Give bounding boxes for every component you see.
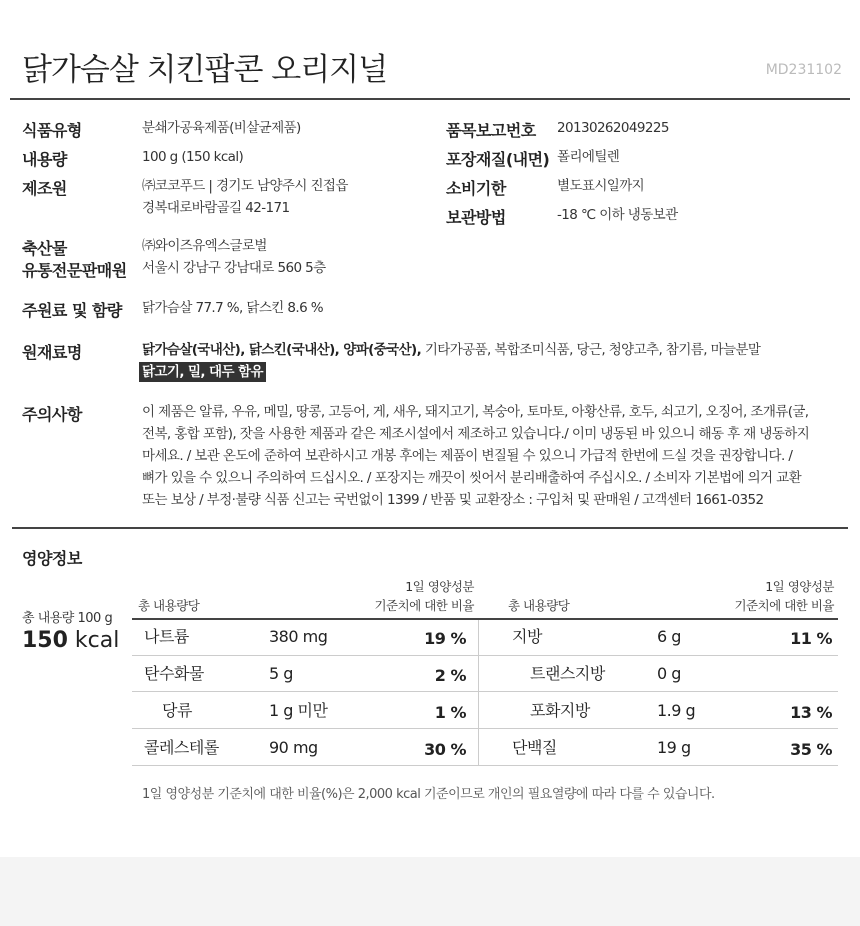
caution-line: 또는 보상 / 부정·불량 식품 신고는 국번없이 1399 / 반품 및 교환장소 : 구입처 및 판매원 / 고객센터 1661-0352 (142, 492, 764, 508)
main-ingredient-label: 주원료 및 함량 (22, 301, 122, 320)
left-pct-header-line2: 기준치에 대한 비율 (374, 598, 474, 613)
expiry-label: 소비기한 (446, 179, 506, 198)
nutrient-carb-name: 탄수화물 (144, 664, 204, 683)
packaging-value: 폴리에틸렌 (557, 149, 620, 165)
table-header-rule (132, 618, 838, 620)
nutrient-satfat-name: 포화지방 (530, 701, 590, 720)
nutrient-carb-amount: 5 g (269, 664, 293, 683)
report-no-value: 20130262049225 (557, 120, 669, 136)
nutrient-sodium-amount: 380 mg (269, 627, 328, 646)
nutrient-sodium-pct: 19 % (424, 629, 466, 648)
total-kcal-unit: kcal (67, 628, 120, 653)
seller-label-line1: 축산물 (22, 239, 67, 258)
total-kcal-number: 150 (22, 628, 68, 653)
nutrient-sodium-name: 나트륨 (144, 627, 189, 646)
nutrient-fat-pct: 11 % (790, 629, 832, 648)
nutrition-table (132, 574, 838, 766)
nutrient-protein-name: 단백질 (512, 738, 557, 757)
nutrition-title: 영양정보 (22, 549, 82, 568)
nutrient-fat-amount: 6 g (657, 627, 681, 646)
caution-label: 주의사항 (22, 405, 82, 424)
right-col-header: 총 내용량당 (508, 598, 570, 613)
section-divider (12, 527, 848, 529)
nutrient-transfat-name: 트랜스지방 (530, 664, 605, 683)
bottom-gray-band (0, 857, 860, 926)
nutrient-sugar-amount: 1 g 미만 (269, 701, 328, 720)
product-header (0, 0, 860, 100)
right-pct-header-line2: 기준치에 대한 비율 (734, 598, 834, 613)
nutrient-sugar-name: 당류 (162, 701, 192, 720)
nutrient-cholesterol-amount: 90 mg (269, 738, 318, 757)
nutrient-fat-name: 지방 (512, 627, 542, 646)
maker-value-line2: 경복대로바람골길 42-171 (142, 200, 290, 216)
nutrition-footnote: 1일 영양성분 기준치에 대한 비율(%)은 2,000 kcal 기준이므로 개인의 필요열량에 따라 다를 수 있습니다. (142, 787, 715, 802)
table-row-rule (132, 655, 838, 656)
product-title: 닭가슴살 치킨팝콘 오리지널 (22, 52, 388, 88)
ingredients-value (142, 339, 760, 361)
food-type-value: 분쇄가공육제품(비살균제품) (142, 120, 301, 136)
product-code: MD231102 (765, 62, 842, 78)
maker-value-line1: ㈜코코푸드 | 경기도 남양주시 진접읍 (142, 178, 348, 194)
content-value: 100 g (150 kcal) (142, 149, 244, 165)
nutrient-protein-amount: 19 g (657, 738, 691, 757)
packaging-label: 포장재질(내면) (446, 150, 550, 169)
nutrient-carb-pct: 2 % (434, 666, 466, 685)
caution-line: 마세요. / 보관 온도에 준하여 보관하시고 개봉 후에는 제품이 변질될 수 있으니 가급적 한번에 드실 것을 권장합니다. / (142, 448, 793, 464)
allergen-badge: 닭고기, 밀, 대두 함유 (139, 362, 266, 382)
top-divider (10, 98, 850, 100)
nutrient-cholesterol-pct: 30 % (424, 740, 466, 759)
left-pct-header-line1: 1일 영양성분 (405, 579, 474, 594)
food-type-label: 식품유형 (22, 121, 82, 140)
ingredients-origin-text: 닭가슴살(국내산), 닭스킨(국내산), 양파(중국산), (142, 342, 422, 358)
content-label: 내용량 (22, 150, 67, 169)
seller-label-line2: 유통전문판매원 (22, 261, 127, 280)
total-content-label: 총 내용량 100 g (22, 611, 113, 626)
ingredients-rest-text: 기타가공품, 복합조미식품, 당근, 청양고추, 참기름, 마늘분말 (421, 342, 761, 358)
caution-line: 이 제품은 알류, 우유, 메밀, 땅콩, 고등어, 게, 새우, 돼지고기, 복숭아, 토마토, 아황산류, 호두, 쇠고기, 오징어, 조개류(굴, (142, 404, 809, 420)
expiry-value: 별도표시일까지 (557, 178, 645, 194)
report-no-label: 품목보고번호 (446, 121, 536, 140)
nutrient-protein-pct: 35 % (790, 740, 832, 759)
right-pct-header-line1: 1일 영양성분 (765, 579, 834, 594)
left-col-header: 총 내용량당 (138, 598, 200, 613)
table-bottom-rule (132, 765, 838, 766)
nutrient-satfat-amount: 1.9 g (657, 701, 696, 720)
nutrient-satfat-pct: 13 % (790, 703, 832, 722)
storage-label: 보관방법 (446, 208, 506, 227)
storage-value: -18 ℃ 이하 냉동보관 (557, 207, 678, 223)
nutrient-sugar-pct: 1 % (434, 703, 466, 722)
table-column-divider (478, 620, 479, 766)
caution-text (142, 401, 842, 511)
seller-value-line1: ㈜와이즈유엑스글로벌 (142, 238, 267, 254)
maker-label: 제조원 (22, 179, 67, 198)
seller-value-line2: 서울시 강남구 강남대로 560 5층 (142, 260, 326, 276)
table-row-rule (132, 691, 838, 692)
total-kcal (22, 628, 119, 653)
nutrient-transfat-amount: 0 g (657, 664, 681, 683)
nutrient-cholesterol-name: 콜레스테롤 (144, 738, 219, 757)
table-row-rule (132, 728, 838, 729)
ingredients-label: 원재료명 (22, 343, 82, 362)
caution-line: 뼈가 있을 수 있으니 주의하여 드십시오. / 포장지는 깨끗이 씻어서 분리배출하여 주십시오. / 소비자 기본법에 의거 교환 (142, 470, 802, 486)
main-ingredient-value: 닭가슴살 77.7 %, 닭스킨 8.6 % (142, 300, 324, 316)
caution-line: 전복, 홍합 포함), 잣을 사용한 제품과 같은 제조시설에서 제조하고 있습니다./ 이미 냉동된 바 있으니 해동 후 재 냉동하지 (142, 426, 810, 442)
allergen-row (139, 361, 266, 383)
